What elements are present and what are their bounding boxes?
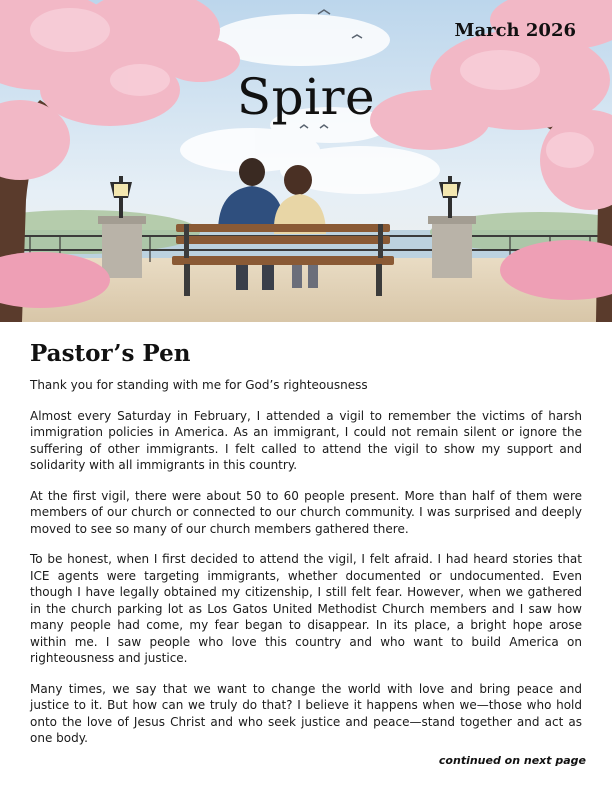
- park-bench-illustration: [0, 0, 612, 322]
- left-pillar: [102, 222, 142, 278]
- continued-note: continued on next page: [438, 754, 586, 767]
- cover-illustration: [0, 0, 612, 322]
- article-paragraph: Many times, we say that we want to change the world with love and bring peace and justice to it. But how can we truly do that? I believe it happens when we—those who hold onto the love of Jesus Christ and who seek justice and peace—stand together and act as one body.: [30, 681, 582, 745]
- article-paragraph: Almost every Saturday in February, I attended a vigil to remember the victims of harsh immigration policies in America. As an immigrant, I could not remain silent or ignore the suffering of other immigrants. I felt called to attend the vigil to show my support and solidarity with all immigrants in this country.: [30, 408, 582, 472]
- issue-date: March 2026: [454, 20, 576, 41]
- pastors-pen-article: [30, 340, 582, 761]
- article-paragraph: To be honest, when I first decided to attend the vigil, I felt afraid. I had heard stories that ICE agents were targeting immigrants, whether documented or undocumented. Even though I have legally obtained my citizenship, I still felt fear. However, when we gathered in the church parking lot as Los Gatos United Methodist Church members and I saw how many people had come, my fear began to disappear. In its place, a bright hope arose within me. I saw people who love this country and who want to build America on righteousness and justice.: [30, 552, 582, 665]
- masthead-title: Spire: [236, 68, 376, 126]
- article-title: Pastor’s Pen: [30, 340, 191, 367]
- article-subtitle: Thank you for standing with me for God’s righteousness: [30, 378, 368, 392]
- article-paragraph: At the first vigil, there were about 50 to 60 people present. More than half of them were members of our church or connected to our church community. I was surprised and deeply moved to see so many of our church members gathered there.: [30, 488, 582, 536]
- right-pillar: [432, 222, 472, 278]
